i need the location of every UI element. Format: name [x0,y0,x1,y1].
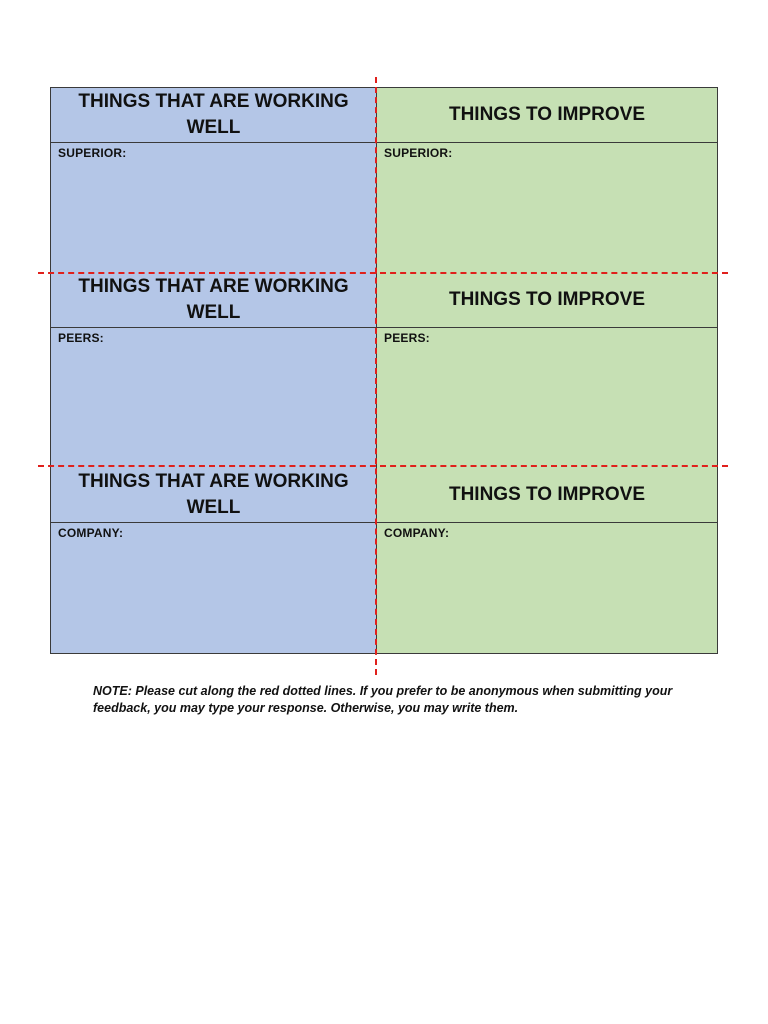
superior-improve-panel[interactable] [377,88,717,273]
peers-improve-panel[interactable] [377,273,717,468]
peers-section [51,273,717,468]
peers-working-well-label: PEERS: [58,331,104,345]
superior-working-well-panel[interactable] [51,88,377,273]
company-working-well-heading: THINGS THAT ARE WORKING WELL [51,468,376,523]
peers-working-well-panel[interactable] [51,273,377,468]
peers-improve-label: PEERS: [384,331,430,345]
superior-improve-label: SUPERIOR: [384,146,453,160]
company-improve-panel[interactable] [377,468,717,653]
superior-improve-heading: THINGS TO IMPROVE [377,88,717,143]
peers-improve-heading: THINGS TO IMPROVE [377,273,717,328]
company-working-well-label: COMPANY: [58,526,124,540]
vertical-cut-line [375,77,377,675]
cutting-instructions-note: NOTE: Please cut along the red dotted lines. If you prefer to be anonymous when submitting your feedback, you may type your response. Otherwise, you may write them. [93,684,673,715]
superior-working-well-label: SUPERIOR: [58,146,127,160]
company-working-well-panel[interactable] [51,468,377,653]
peers-working-well-heading: THINGS THAT ARE WORKING WELL [51,273,376,328]
company-improve-label: COMPANY: [384,526,450,540]
horizontal-cut-line-2 [38,465,728,467]
company-section [51,468,717,653]
horizontal-cut-line-1 [38,272,728,274]
feedback-grid [50,87,718,654]
superior-working-well-heading: THINGS THAT ARE WORKING WELL [51,88,376,143]
superior-section [51,88,717,273]
company-improve-heading: THINGS TO IMPROVE [377,468,717,523]
